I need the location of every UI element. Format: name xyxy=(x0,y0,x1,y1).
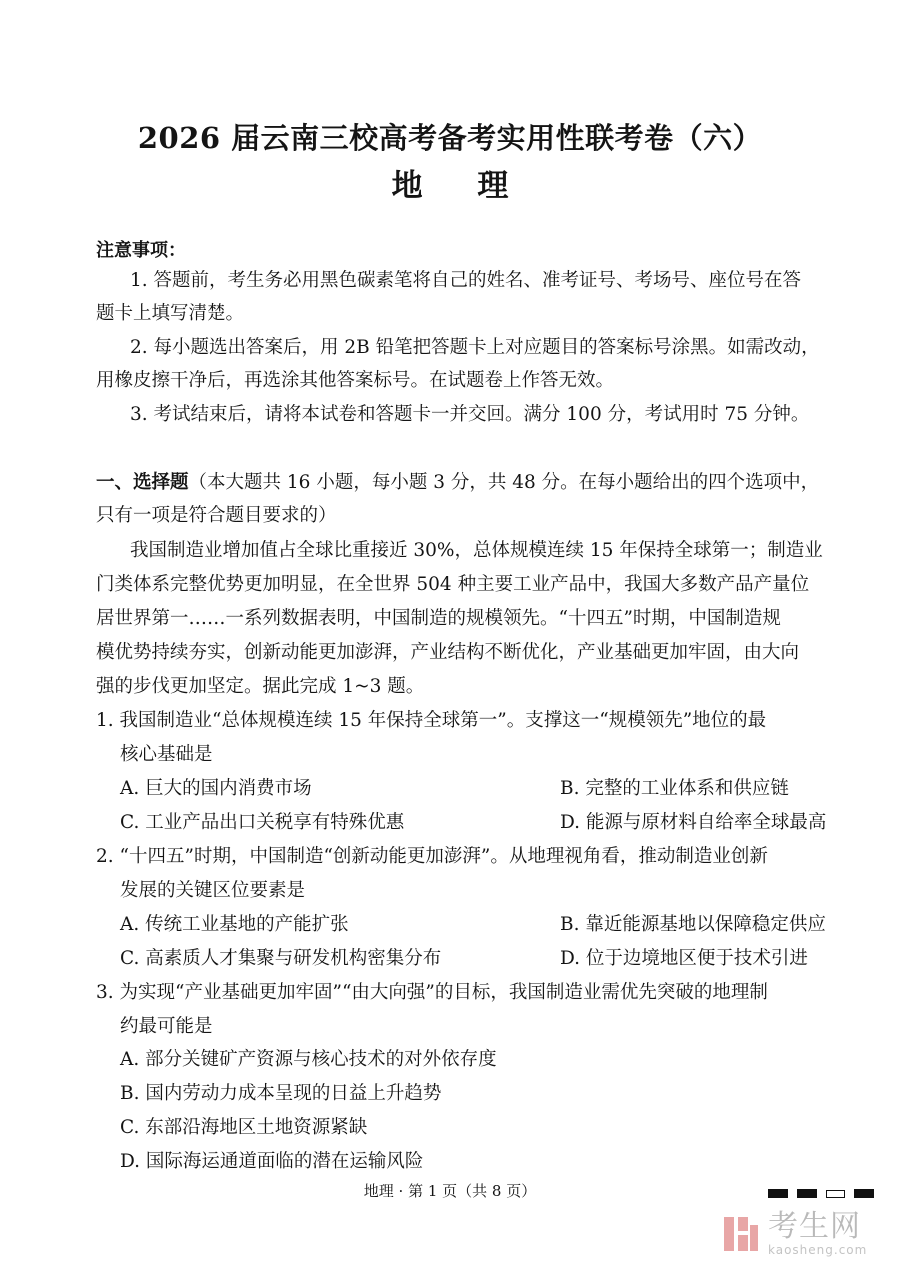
option-c[interactable]: C. 工业产品出口关税享有特殊优惠 xyxy=(120,812,405,833)
section-heading: 一、选择题 xyxy=(96,472,189,493)
option-a[interactable]: A. 传统工业基地的产能扩张 xyxy=(120,914,349,935)
watermark-logo-icon xyxy=(720,1213,762,1255)
option-a[interactable]: A. 部分关键矿产资源与核心技术的对外依存度 xyxy=(120,1049,497,1070)
passage-line: 强的步伐更加坚定。据此完成 1~3 题。 xyxy=(96,676,425,697)
passage-line: 模优势持续夯实，创新动能更加澎湃，产业结构不断优化，产业基础更加牢固，由大向 xyxy=(96,642,800,663)
notice-line: 题卡上填写清楚。 xyxy=(96,303,245,324)
notice-line: 2. 每小题选出答案后，用 2B 铅笔把答题卡上对应题目的答案标号涂黑。如需改动， xyxy=(130,337,820,358)
subject-title: 地 理 xyxy=(391,168,531,204)
question-3-stem-cont: 约最可能是 xyxy=(120,1016,213,1037)
question-2-stem-cont: 发展的关键区位要素是 xyxy=(120,880,306,901)
notice-line: 用橡皮擦干净后，再选涂其他答案标号。在试题卷上作答无效。 xyxy=(96,370,615,391)
question-1-stem-cont: 核心基础是 xyxy=(120,744,213,765)
notice-line: 3. 考试结束后，请将本试卷和答题卡一并交回。满分 100 分，考试用时 75 分钟。 xyxy=(130,404,810,425)
option-a[interactable]: A. 巨大的国内消费市场 xyxy=(120,778,312,799)
mark-hollow xyxy=(826,1190,845,1198)
watermark-text: 考生网 xyxy=(768,1209,861,1244)
question-2-stem: 2. “十四五”时期，中国制造“创新动能更加澎湃”。从地理视角看，推动制造业创新 xyxy=(96,846,768,867)
page-marks xyxy=(768,1183,883,1202)
passage-line: 门类体系完整优势更加明显，在全世界 504 种主要工业产品中，我国大多数产品产量位 xyxy=(96,574,810,595)
mark-solid xyxy=(797,1189,817,1198)
option-c[interactable]: C. 东部沿海地区土地资源紧缺 xyxy=(120,1117,368,1138)
section-heading-line xyxy=(96,470,819,496)
section-description-cont: 只有一项是符合题目要求的） xyxy=(96,505,337,526)
passage-line: 居世界第一……一系列数据表明，中国制造的规模领先。“十四五”时期，中国制造规 xyxy=(96,608,781,629)
option-c[interactable]: C. 高素质人才集聚与研发机构密集分布 xyxy=(120,948,442,969)
option-d[interactable]: D. 位于边境地区便于技术引进 xyxy=(560,948,808,969)
exam-title: 2026 届云南三校高考备考实用性联考卷（六） xyxy=(137,121,763,155)
section-description: （本大题共 16 小题，每小题 3 分，共 48 分。在每小题给出的四个选项中， xyxy=(188,472,820,493)
passage-line: 我国制造业增加值占全球比重接近 30%，总体规模连续 15 年保持全球第一；制造业 xyxy=(130,540,823,561)
question-1-stem: 1. 我国制造业“总体规模连续 15 年保持全球第一”。支撑这一“规模领先”地位的最 xyxy=(96,710,767,731)
question-3-stem: 3. 为实现“产业基础更加牢固”“由大向强”的目标，我国制造业需优先突破的地理制 xyxy=(96,982,768,1003)
page-footer: 地理 · 第 1 页（共 8 页） xyxy=(363,1182,537,1200)
watermark xyxy=(720,1211,867,1257)
mark-solid xyxy=(768,1189,788,1198)
notice-line: 1. 答题前，考生务必用黑色碳素笔将自己的姓名、准考证号、考场号、座位号在答 xyxy=(130,270,802,291)
watermark-url: kaosheng.com xyxy=(768,1243,868,1257)
notice-heading: 注意事项： xyxy=(96,240,186,261)
mark-solid xyxy=(854,1189,874,1198)
option-b[interactable]: B. 完整的工业体系和供应链 xyxy=(560,778,789,799)
option-b[interactable]: B. 靠近能源基地以保障稳定供应 xyxy=(560,914,826,935)
option-b[interactable]: B. 国内劳动力成本呈现的日益上升趋势 xyxy=(120,1083,442,1104)
option-d[interactable]: D. 能源与原材料自给率全球最高 xyxy=(560,812,827,833)
option-d[interactable]: D. 国际海运通道面临的潜在运输风险 xyxy=(120,1151,424,1172)
